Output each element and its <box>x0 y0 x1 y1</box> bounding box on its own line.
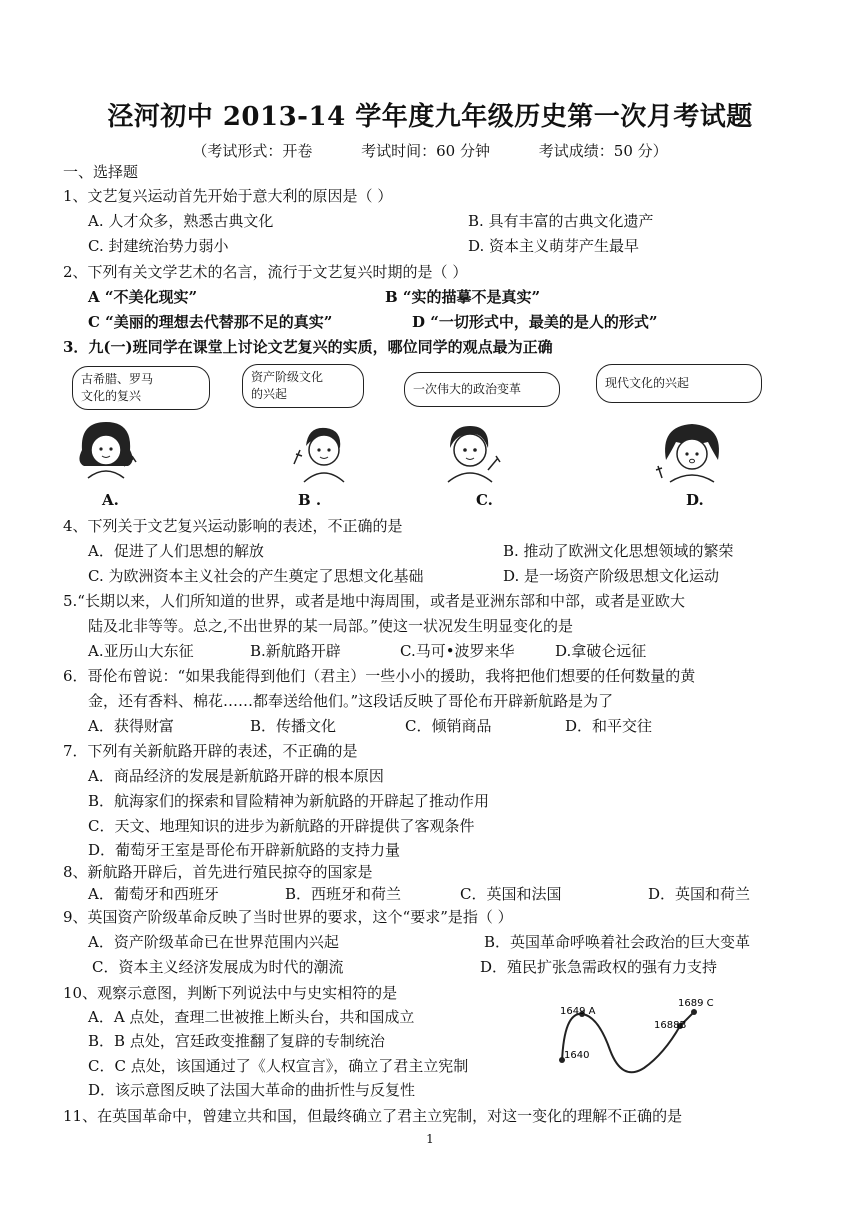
boy-c-icon <box>432 420 504 484</box>
q3-label-c: C. <box>476 491 493 509</box>
girl-a-icon <box>70 418 142 482</box>
q9-option-b: B．英国革命呼唤着社会政治的巨大变革 <box>484 933 751 951</box>
q6-option-d: D．和平交往 <box>565 717 653 735</box>
speech-bubble-b: 资产阶级文化 的兴起 <box>242 364 364 408</box>
q4-option-d: D. 是一场资产阶级思想文化运动 <box>503 567 720 585</box>
q10-option-b: B．B 点处，宫廷政变推翻了复辟的专制统治 <box>88 1032 385 1050</box>
q9-option-c: C．资本主义经济发展成为时代的潮流 <box>92 958 344 976</box>
q8-option-d: D．英国和荷兰 <box>648 885 751 903</box>
q9-stem: 9、英国资产阶级革命反映了当时世界的要求，这个“要求”是指（ ） <box>63 908 513 926</box>
q2-option-b: B “实的描摹不是真实” <box>385 288 541 306</box>
speech-bubble-d: 现代文化的兴起 <box>596 364 762 403</box>
q7-option-d: D．葡萄牙王室是哥伦布开辟新航路的支持力量 <box>88 841 401 859</box>
q1-option-c: C. 封建统治势力弱小 <box>88 237 229 255</box>
page-number: 1 <box>426 1132 434 1146</box>
q6-option-a: A．获得财富 <box>88 717 174 735</box>
q5-option-d: D.拿破仑远征 <box>555 642 647 660</box>
q6-option-b: B．传播文化 <box>250 717 337 735</box>
q1-option-a: A. 人才众多，熟悉古典文化 <box>88 212 274 230</box>
q2-option-c: C “美丽的理想去代替那不足的真实” <box>88 313 333 331</box>
point-c <box>691 1009 697 1015</box>
label-b: 1688B <box>654 1020 687 1031</box>
q2-stem: 2、下列有关文学艺术的名言，流行于文艺复兴时期的是（ ） <box>63 263 468 281</box>
speech-bubble-a: 古希腊、罗马 文化的复兴 <box>72 366 210 410</box>
exam-info <box>0 140 860 161</box>
q5-option-a: A.亚历山大东征 <box>88 642 194 660</box>
q5-option-b: B.新航路开辟 <box>250 642 341 660</box>
q6-stem-line1: 6．哥伦布曾说：“如果我能得到他们（君主）一些小小的援助，我将把他们想要的任何数量的黄 <box>63 667 696 685</box>
revolution-curve-diagram <box>552 992 722 1084</box>
exam-time: 考试时间：60 分钟 <box>361 142 490 160</box>
q3-label-b: B . <box>298 491 322 509</box>
q9-option-d: D．殖民扩张急需政权的强有力支持 <box>480 958 718 976</box>
q8-option-a: A．葡萄牙和西班牙 <box>88 885 219 903</box>
q1-option-b: B. 具有丰富的古典文化遗产 <box>468 212 654 230</box>
q8-option-b: B．西班牙和荷兰 <box>285 885 402 903</box>
exam-score: 考试成绩：50 分） <box>538 142 668 160</box>
q4-option-b: B. 推动了欧洲文化思想领域的繁荣 <box>503 542 734 560</box>
q10-option-c: C．C 点处，该国通过了《人权宣言》，确立了君主立宪制 <box>88 1057 469 1075</box>
q10-option-a: A．A 点处，查理二世被推上断头台，共和国成立 <box>88 1008 415 1026</box>
q10-stem: 10、观察示意图，判断下列说法中与史实相符的是 <box>63 984 398 1002</box>
q1-stem: 1、文艺复兴运动首先开始于意大利的原因是（ ） <box>63 187 393 205</box>
label-a: 1649 A <box>560 1006 596 1017</box>
q2-option-d: D “一切形式中，最美的是人的形式” <box>412 313 658 331</box>
page-title: 泾河初中 2013-14 学年度九年级历史第一次月考试题 <box>107 102 753 132</box>
q4-option-c: C. 为欧洲资本主义社会的产生奠定了思想文化基础 <box>88 567 424 585</box>
q9-option-a: A．资产阶级革命已在世界范围内兴起 <box>88 933 339 951</box>
q3-label-d: D. <box>686 491 704 509</box>
q5-option-c: C.马可•波罗来华 <box>400 642 515 660</box>
boy-b-icon <box>286 420 358 484</box>
q3-illustration <box>66 360 766 510</box>
q3-label-a: A. <box>102 491 119 509</box>
girl-d-icon <box>652 420 732 484</box>
q4-stem: 4、下列关于文艺复兴运动影响的表述，不正确的是 <box>63 517 403 535</box>
q7-option-c: C．天文、地理知识的进步为新航路的开辟提供了客观条件 <box>88 817 475 835</box>
q1-option-d: D. 资本主义萌芽产生最早 <box>468 237 640 255</box>
speech-bubble-c: 一次伟大的政治变革 <box>404 372 560 407</box>
q11-stem: 11、在英国革命中，曾建立共和国，但最终确立了君主立宪制，对这一变化的理解不正确的是 <box>63 1107 683 1125</box>
q10-option-d: D．该示意图反映了法国大革命的曲折性与反复性 <box>88 1081 416 1099</box>
q2-option-a: A “不美化现实” <box>88 288 198 306</box>
q5-stem-line2: 陆及北非等等。总之,不出世界的某一局部。”使这一状况发生明显变化的是 <box>88 617 573 635</box>
q6-stem-line2: 金，还有香料、棉花……都奉送给他们。”这段话反映了哥伦布开辟新航路是为了 <box>88 692 614 710</box>
q4-option-a: A．促进了人们思想的解放 <box>88 542 264 560</box>
section-heading: 一、选择题 <box>63 163 139 181</box>
q3-stem: 3．九(一)班同学在课堂上讨论文艺复兴的实质，哪位同学的观点最为正确 <box>63 338 553 356</box>
q7-option-a: A．商品经济的发展是新航路开辟的根本原因 <box>88 767 384 785</box>
q7-option-b: B．航海家们的探索和冒险精神为新航路的开辟起了推动作用 <box>88 792 490 810</box>
q6-option-c: C．倾销商品 <box>405 717 492 735</box>
label-start: 1640 <box>564 1050 590 1061</box>
q8-stem: 8、新航路开辟后，首先进行殖民掠夺的国家是 <box>63 863 373 881</box>
label-c: 1689 C <box>678 998 714 1009</box>
q5-stem-line1: 5.“长期以来，人们所知道的世界，或者是地中海周围，或者是亚洲东部和中部，或者是亚欧大 <box>63 592 685 610</box>
q8-option-c: C．英国和法国 <box>460 885 562 903</box>
exam-format: （考试形式：开卷 <box>192 142 313 160</box>
q7-stem: 7．下列有关新航路开辟的表述，不正确的是 <box>63 742 358 760</box>
